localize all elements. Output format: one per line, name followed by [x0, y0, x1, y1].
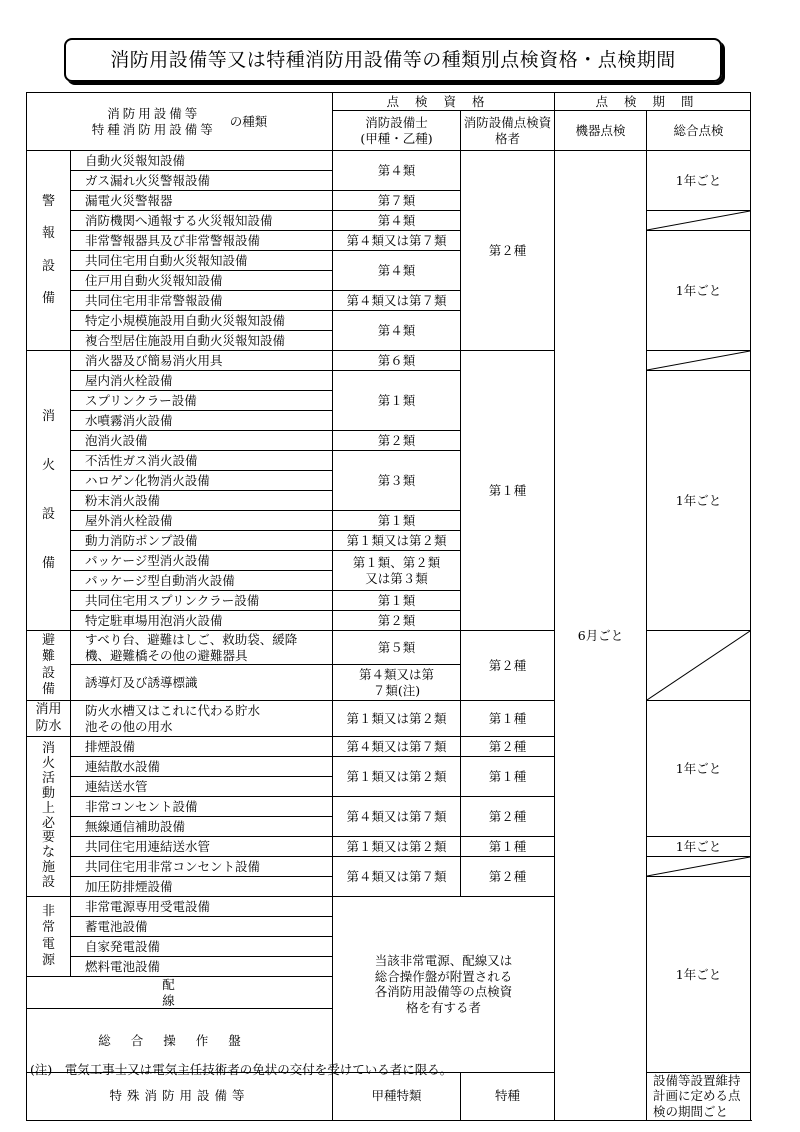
total-check-cell: 1年ごと: [647, 231, 751, 351]
item-row: 無線通信補助設備: [71, 817, 333, 837]
group-extinguish: 消 火 設 備: [27, 351, 71, 631]
item-row: 燃料電池設備: [71, 957, 333, 977]
inspector-cell: 第２種: [461, 151, 555, 351]
not-applicable-cell: [647, 857, 751, 877]
inspector-cell: 第２種: [461, 797, 555, 837]
item-row: 誘導灯及び誘導標識: [71, 665, 333, 701]
item-row: 非常電源専用受電設備: [71, 897, 333, 917]
total-check-cell: 1年ごと: [647, 837, 751, 857]
fire-engineer-sub: (甲種・乙種): [360, 130, 433, 146]
item-row: 水噴霧消火設備: [71, 411, 333, 431]
item-row: 特殊消防用設備等: [27, 1072, 333, 1120]
type-header-line2: 特種消防用設備等: [91, 121, 216, 137]
qual-cell: 第４類又は第７類: [333, 231, 461, 251]
item-row: 粉末消火設備: [71, 491, 333, 511]
qual-cell: 第２類: [333, 431, 461, 451]
item-row: 動力消防ポンプ設備: [71, 531, 333, 551]
item-row: 複合型居住施設用自動火災報知設備: [71, 331, 333, 351]
item-row: ガス漏れ火災警報設備: [71, 171, 333, 191]
equip-check-cell: 6月ごと: [555, 151, 647, 1121]
item-row: 自家発電設備: [71, 937, 333, 957]
group-water: 消用 防水: [27, 701, 71, 737]
item-row: 連結散水設備: [71, 757, 333, 777]
total-check-header: 総合点検: [647, 111, 751, 151]
qual-cell: 第４類: [333, 251, 461, 291]
item-row: 総合操作盤: [27, 1009, 333, 1073]
qual-cell: 第２類: [333, 611, 461, 631]
total-check-cell: 1年ごと: [647, 877, 751, 1073]
item-row: 自動火災報知設備: [71, 151, 333, 171]
item-row: 共同住宅用スプリンクラー設備: [71, 591, 333, 611]
period-header: 点検期間: [555, 93, 751, 111]
item-row: 泡消火設備: [71, 431, 333, 451]
item-row: 非常コンセント設備: [71, 797, 333, 817]
qual-cell: 第１類: [333, 591, 461, 611]
qual-cell: 第４類又は第７類: [333, 857, 461, 897]
item-row: 防火水槽又はこれに代わる貯水池その他の用水: [71, 701, 333, 737]
qual-cell: 第１類又は第２類: [333, 757, 461, 797]
item-row: パッケージ型消火設備: [71, 551, 333, 571]
group-power: 非 常 電 源: [27, 897, 71, 977]
qual-cell: 第７類: [333, 191, 461, 211]
inspection-table: [26, 92, 751, 1121]
item-row: 非常警報器具及び非常警報設備: [71, 231, 333, 251]
qual-cell: 第４類: [333, 151, 461, 191]
qual-cell: 第４類又は第７類(注): [333, 665, 461, 701]
qual-cell: 第１類又は第２類: [333, 531, 461, 551]
item-row: 加圧防排煙設備: [71, 877, 333, 897]
fire-engineer-label: 消防設備士: [365, 114, 428, 130]
inspector-cell: 特種: [461, 1072, 555, 1120]
page-title: 消防用設備等又は特種消防用設備等の種類別点検資格・点検期間: [64, 38, 722, 82]
item-row: 共同住宅用非常警報設備: [71, 291, 333, 311]
not-applicable-cell: [647, 351, 751, 371]
item-row: 不活性ガス消火設備: [71, 451, 333, 471]
qual-cell: 第４類又は第７類: [333, 291, 461, 311]
item-row: 漏電火災警報器: [71, 191, 333, 211]
item-row: スプリンクラー設備: [71, 391, 333, 411]
total-check-cell: 1年ごと: [647, 151, 751, 211]
inspector-cell: 第１種: [461, 757, 555, 797]
item-row: 住戸用自動火災報知設備: [71, 271, 333, 291]
item-row: 共同住宅用非常コンセント設備: [71, 857, 333, 877]
item-row: 消防機関へ通報する火災報知設備: [71, 211, 333, 231]
qual-cell: 甲種特類: [333, 1072, 461, 1120]
inspector-header: 消防設備点検資格者: [461, 111, 555, 151]
total-check-cell: 1年ごと: [647, 371, 751, 631]
item-row: パッケージ型自動消火設備: [71, 571, 333, 591]
group-alarm: 警 報 設 備: [27, 151, 71, 351]
inspector-cell: 第１種: [461, 701, 555, 737]
item-row: 排煙設備: [71, 737, 333, 757]
item-row: 屋内消火栓設備: [71, 371, 333, 391]
total-check-cell: 1年ごと: [647, 701, 751, 837]
item-row: 消火器及び簡易消火用具: [71, 351, 333, 371]
qual-cell: 第１類又は第２類: [333, 837, 461, 857]
item-row: 配線: [27, 977, 333, 1009]
qual-cell: 第５類: [333, 631, 461, 665]
qual-cell: 第４類又は第７類: [333, 737, 461, 757]
item-row: 共同住宅用自動火災報知設備: [71, 251, 333, 271]
qual-cell: 第４類: [333, 311, 461, 351]
item-row: ハロゲン化物消火設備: [71, 471, 333, 491]
item-row: 特定小規模施設用自動火災報知設備: [71, 311, 333, 331]
type-header: [27, 93, 333, 151]
qual-cell: 第６類: [333, 351, 461, 371]
inspector-cell: 第１種: [461, 837, 555, 857]
qual-cell: 第１類: [333, 371, 461, 431]
inspector-cell: 第２種: [461, 631, 555, 701]
not-applicable-cell: [647, 211, 751, 231]
item-row: 屋外消火栓設備: [71, 511, 333, 531]
fire-engineer-header: [333, 111, 461, 151]
type-header-line1: 消防用設備等: [107, 105, 201, 121]
inspector-cell: 第２種: [461, 857, 555, 897]
plan-period-cell: 設備等設置維持計画に定める点検の期間ごと: [647, 1072, 751, 1120]
qual-cell: 第１類: [333, 511, 461, 531]
item-row: すべり台、避難はしご、救助袋、緩降機、避難橋その他の避難器具: [71, 631, 333, 665]
type-header-suffix: の種類: [229, 113, 268, 129]
equip-check-header: 機器点検: [555, 111, 647, 151]
group-evac: 避 難 設 備: [27, 631, 71, 701]
not-applicable-cell: [647, 631, 751, 701]
inspector-cell: 第１種: [461, 351, 555, 631]
qual-cell: 第１類又は第２類: [333, 701, 461, 737]
item-row: 特定駐車場用泡消火設備: [71, 611, 333, 631]
power-qual-cell: 当該非常電源、配線又は総合操作盤が附置される各消防用設備等の点検資格を有する者: [333, 897, 555, 1073]
item-row: 蓄電池設備: [71, 917, 333, 937]
qual-header: 点検資格: [333, 93, 555, 111]
qual-cell: 第４類又は第７類: [333, 797, 461, 837]
inspector-cell: 第２種: [461, 737, 555, 757]
item-row: 連結送水管: [71, 777, 333, 797]
group-activity: 消 火 活 動 上 必 要 な 施 設: [27, 737, 71, 897]
qual-cell: 第３類: [333, 451, 461, 511]
qual-cell: 第１類、第２類又は第３類: [333, 551, 461, 591]
item-row: 共同住宅用連結送水管: [71, 837, 333, 857]
footnote: (注) 電気工事士又は電気主任技術者の免状の交付を受けている者に限る。: [30, 1062, 453, 1077]
qual-cell: 第４類: [333, 211, 461, 231]
